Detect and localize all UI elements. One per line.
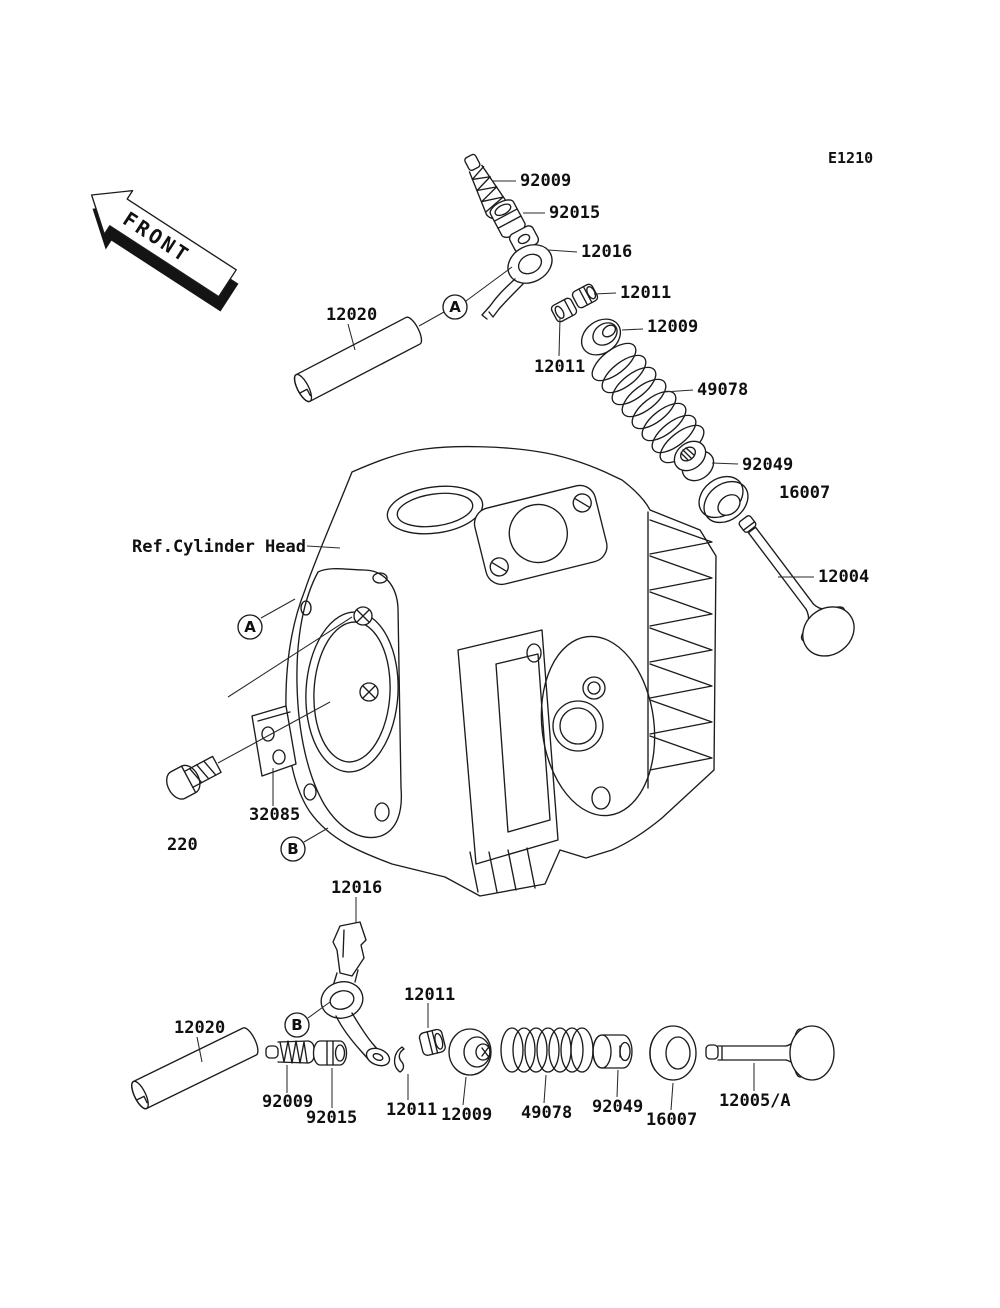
marker-a-head-letter: A — [244, 618, 256, 636]
spring-seat-lower — [593, 1035, 632, 1097]
spring-retainer-lower — [449, 1029, 491, 1105]
label-rocker-arm-lower: 12016 — [331, 878, 383, 898]
label-rocker-arm-upper: 12016 — [581, 242, 633, 262]
valve-keepers-lower — [395, 1003, 447, 1100]
marker-b-head-letter: B — [287, 840, 299, 858]
label-valve-spring-upper: 49078 — [697, 380, 749, 400]
label-adjuster-screw-lower: 92009 — [262, 1092, 314, 1112]
section-marker-b-lower — [285, 1002, 330, 1037]
label-valve-keeper-lower-top: 12011 — [404, 985, 456, 1005]
front-direction-arrow — [71, 173, 249, 319]
label-valve-spring-lower: 49078 — [521, 1103, 573, 1123]
cylinder-head-reference — [132, 537, 340, 557]
label-locknut-lower: 92015 — [306, 1108, 358, 1128]
label-valve-keeper-upper-left: 12011 — [534, 357, 586, 377]
label-spring-seat-upper: 92049 — [742, 455, 794, 475]
stem-seal-lower — [650, 1026, 696, 1110]
label-bracket: 32085 — [249, 805, 301, 825]
label-valve-lower: 12005/A — [719, 1091, 791, 1111]
label-spring-retainer-upper: 12009 — [647, 317, 699, 337]
spring-seat-upper — [669, 435, 738, 486]
valve-lower — [706, 1026, 834, 1091]
section-marker-a-upper — [443, 295, 467, 319]
label-valve-keeper-upper-right: 12011 — [620, 283, 672, 303]
label-spring-seat-lower: 92049 — [592, 1097, 644, 1117]
label-locknut-upper: 92015 — [549, 203, 601, 223]
rocker-shaft-lower — [128, 1026, 261, 1111]
valve-spring-lower — [501, 1028, 593, 1103]
label-stem-seal-lower: 16007 — [646, 1110, 698, 1130]
label-stem-seal-upper: 16007 — [779, 483, 831, 503]
section-marker-a-head — [238, 599, 295, 639]
label-cylinder-head-ref: Ref.Cylinder Head — [132, 537, 306, 557]
label-valve-keeper-lower-bottom: 12011 — [386, 1100, 438, 1120]
label-adjuster-screw-upper: 92009 — [520, 171, 572, 191]
section-marker-b-head — [281, 828, 328, 861]
rocker-shaft-upper — [291, 267, 512, 404]
cylinder-head — [228, 447, 716, 896]
marker-a-upper-letter: A — [449, 298, 461, 316]
locknut-lower — [314, 1041, 347, 1108]
label-valve-upper: 12004 — [818, 567, 870, 587]
label-spring-retainer-lower: 12009 — [441, 1105, 493, 1125]
label-rocker-shaft-upper: 12020 — [326, 305, 378, 325]
label-rocker-shaft-lower: 12020 — [174, 1018, 226, 1038]
marker-b-lower-letter: B — [291, 1016, 303, 1034]
adjuster-screw-lower — [266, 1041, 314, 1093]
page-code: E1210 — [828, 149, 874, 167]
spring-retainer-upper — [575, 312, 643, 363]
label-bolt: 220 — [167, 835, 198, 855]
front-arrow-label: FRONT — [118, 206, 195, 268]
